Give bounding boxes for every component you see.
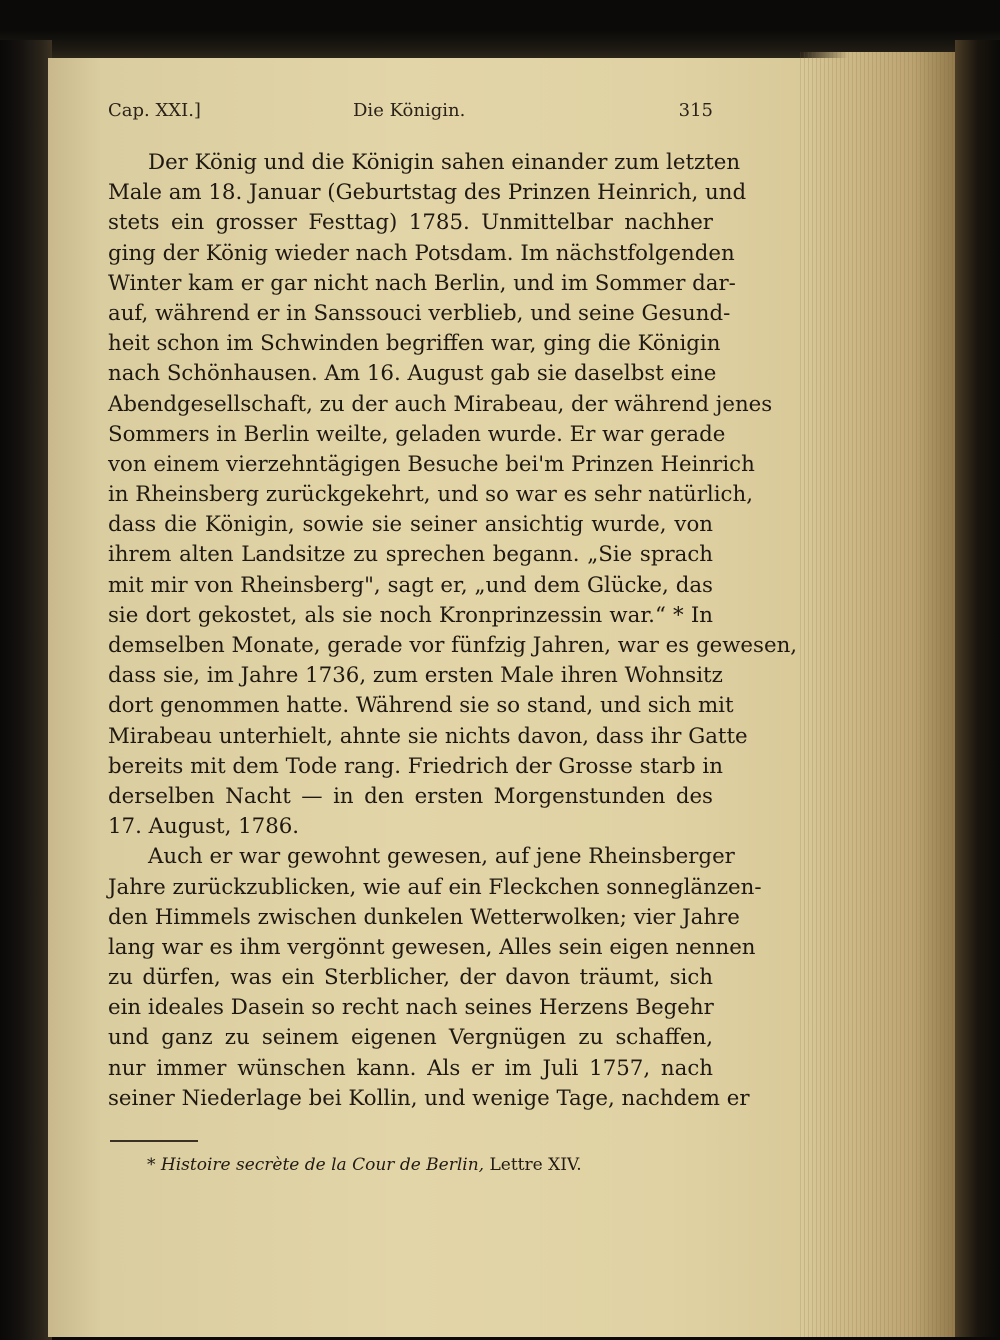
text-line: heit schon im Schwinden begriffen war, ging die Königin — [108, 331, 721, 357]
body-text — [108, 148, 798, 1114]
text-line: nach Schönhausen. Am 16. August gab sie daselbst eine — [108, 361, 717, 387]
text-line: bereits mit dem Tode rang. Friedrich der Grosse starb in — [108, 753, 723, 779]
text-line: 17. August, 1786. — [108, 814, 300, 840]
text-line: Male am 18. Januar (Geburtstag des Prinzen Heinrich, und — [108, 180, 747, 206]
running-title: Die Königin. — [353, 100, 466, 121]
page-number: 315 — [678, 100, 713, 121]
text-line: den Himmels zwischen dunkelen Wetterwolken; vier Jahre — [108, 904, 740, 930]
text-line: zu dürfen, was ein Sterblicher, der davon träumt, sich — [108, 965, 713, 991]
footnote-source-title: Histoire secrète de la Cour de Berlin, — [160, 1155, 485, 1175]
text-line: Auch er war gewohnt gewesen, auf jene Rheinsberger — [148, 844, 735, 870]
text-line: auf, während er in Sanssouci verblieb, und seine Gesund- — [108, 300, 731, 326]
text-line: Jahre zurückzublicken, wie auf ein Fleckchen sonneglänzen- — [108, 874, 762, 900]
text-line: sie dort gekostet, als sie noch Kronprinzessin war.“ * In — [108, 602, 713, 628]
text-line: ging der König wieder nach Potsdam. Im nächstfolgenden — [108, 240, 735, 266]
book-spine-edge — [0, 40, 52, 1340]
text-line: mit mir von Rheinsberg", sagt er, „und dem Glücke, das — [108, 572, 713, 598]
footnote-reference: Lettre XIV. — [489, 1155, 582, 1175]
page-stack-edge — [800, 52, 960, 1337]
text-line: dort genommen hatte. Während sie so stand, und sich mit — [108, 693, 734, 719]
footnote-rule — [110, 1140, 198, 1142]
book-right-edge — [955, 40, 1000, 1337]
running-header — [108, 100, 713, 130]
text-line: stets ein grosser Festtag) 1785. Unmittelbar nachher — [108, 210, 713, 236]
text-line: und ganz zu seinem eigenen Vergnügen zu schaffen, — [108, 1025, 713, 1051]
text-line: ein ideales Dasein so recht nach seines Herzens Begehr — [108, 995, 714, 1021]
chapter-label: Cap. XXI.] — [108, 100, 201, 121]
text-line: dass sie, im Jahre 1736, zum ersten Male ihren Wohnsitz — [108, 663, 723, 689]
text-line: derselben Nacht — in den ersten Morgenstunden des — [108, 783, 713, 809]
text-line: demselben Monate, gerade vor fünfzig Jahren, war es gewesen, — [108, 633, 798, 658]
text-line: dass die Königin, sowie sie seiner ansichtig wurde, von — [108, 512, 713, 538]
text-line: Der König und die Königin sahen einander zum letzten — [148, 150, 741, 175]
text-line: in Rheinsberg zurückgekehrt, und so war es sehr natürlich, — [108, 482, 753, 508]
text-line: Abendgesellschaft, zu der auch Mirabeau, der während jenes — [108, 391, 773, 417]
text-line: Mirabeau unterhielt, ahnte sie nichts davon, dass ihr Gatte — [108, 723, 748, 749]
text-line: von einem vierzehntägigen Besuche bei'm Prinzen Heinrich — [108, 451, 755, 477]
footnote — [147, 1155, 707, 1175]
text-line: ihrem alten Landsitze zu sprechen begann. „Sie sprach — [108, 542, 713, 568]
footnote-marker: * — [147, 1155, 156, 1175]
text-line: nur immer wünschen kann. Als er im Juli 1757, nach — [108, 1055, 713, 1081]
text-line: Winter kam er gar nicht nach Berlin, und im Sommer dar- — [108, 270, 736, 296]
text-line: Sommers in Berlin weilte, geladen wurde. Er war gerade — [108, 421, 726, 447]
text-line: lang war es ihm vergönnt gewesen, Alles sein eigen nennen — [108, 934, 756, 960]
text-line: seiner Niederlage bei Kollin, und wenige Tage, nachdem er — [108, 1085, 750, 1111]
